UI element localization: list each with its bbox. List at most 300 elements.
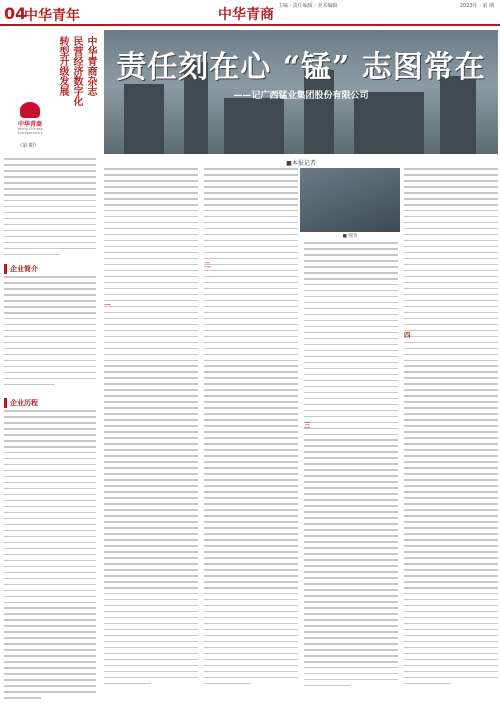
text-line [404,288,498,290]
text-line [304,248,398,250]
text-line [204,288,298,290]
text-line [304,242,398,244]
text-line [304,410,398,412]
text-line [404,563,498,565]
text-line [104,665,198,667]
text-line [304,344,398,346]
text-line [304,499,398,501]
text-line [204,683,251,685]
text-line [404,677,498,679]
text-line [404,569,498,571]
text-line [204,204,298,206]
text-line [304,601,398,603]
text-line [204,653,298,655]
text-line [404,641,498,643]
text-line [404,294,498,296]
text-line [404,276,498,278]
text-line [404,306,498,308]
text-line [404,551,498,553]
text-line [304,643,398,645]
text-line [104,258,198,260]
text-line [304,314,398,316]
text-line [204,246,298,248]
text-line [304,404,398,406]
text-line [204,659,298,661]
text-line [404,174,498,176]
text-line [204,222,298,224]
text-line [404,545,498,547]
text-line [304,457,398,459]
text-line [404,180,498,182]
text-line [304,272,398,274]
sidebar [0,30,100,707]
text-line [104,617,198,619]
text-line [304,553,398,555]
text-line [104,533,198,535]
text-line [404,497,498,499]
text-line [104,653,198,655]
text-line [204,671,298,673]
text-line [104,647,198,649]
text-line [204,413,298,415]
text-line [404,617,498,619]
text-line [404,377,498,379]
text-line [404,449,498,451]
text-line [404,587,498,589]
text-line [104,168,198,170]
text-line [204,539,298,541]
text-line [304,493,398,495]
article-subheading: 二 [204,261,211,269]
text-line [404,336,498,338]
text-line [404,383,498,385]
text-line [204,617,298,619]
text-line [104,186,198,188]
text-line [404,330,498,332]
text-line [304,380,398,382]
series-number: （第 期） [17,143,39,149]
text-line [104,264,198,266]
text-line [104,425,198,427]
text-line [104,210,198,212]
text-line [204,336,298,338]
text-line [104,365,198,367]
text-line [104,515,198,517]
text-line [304,278,398,280]
text-line [204,342,298,344]
masthead [0,0,500,26]
text-line [104,419,198,421]
text-line [304,517,398,519]
text-line [304,451,398,453]
vertical-title-line: 中华青商杂志 [85,36,96,96]
text-line [204,383,298,385]
text-line [104,342,198,344]
text-line [204,587,298,589]
text-line [104,593,198,595]
text-line [204,557,298,559]
text-line [204,455,298,457]
text-line [404,228,498,230]
text-line [404,425,498,427]
text-line [304,637,398,639]
text-line [104,389,198,391]
text-line [104,545,198,547]
text-line [404,354,498,356]
text-line [404,509,498,511]
text-line [304,463,398,465]
text-line [404,389,498,391]
text-line [204,419,298,421]
text-line [304,613,398,615]
text-line [104,677,198,679]
text-line [204,665,298,667]
text-line [404,683,451,685]
text-line [304,655,398,657]
text-line [404,671,498,673]
vertical-title-line: 民营经济数字化 [71,36,82,106]
text-line [404,623,498,625]
text-line [404,204,498,206]
text-line [104,228,198,230]
text-line [104,635,198,637]
text-line [204,264,298,266]
text-line [304,685,351,687]
text-line [104,443,198,445]
text-line [404,647,498,649]
text-line [104,527,198,529]
sidebar-text-block [4,158,96,260]
text-line [404,455,498,457]
text-line [204,324,298,326]
text-line [204,527,298,529]
article-column [204,168,298,700]
article-photo [300,168,400,232]
text-line [204,377,298,379]
text-line [304,529,398,531]
text-line [304,631,398,633]
text-line [304,428,398,430]
text-line [404,653,498,655]
text-line [404,258,498,260]
text-line [304,338,398,340]
text-line [304,392,398,394]
logo-text: 中华青商 [17,121,42,128]
text-line [404,240,498,242]
text-line [404,419,498,421]
photo-caption: ■ 图为 [342,234,358,239]
text-line [104,587,198,589]
text-line [204,563,298,565]
hero-banner [104,30,498,154]
text-line [304,511,398,513]
text-line [204,497,298,499]
text-line [204,425,298,427]
text-line [304,362,398,364]
text-line [104,198,198,200]
text-line [304,326,398,328]
text-line [204,503,298,505]
text-line [204,276,298,278]
text-line [204,485,298,487]
text-line [104,318,198,320]
text-line [104,521,198,523]
text-line [104,324,198,326]
text-line [204,581,298,583]
text-line [404,659,498,661]
text-line [104,294,198,296]
text-line [204,677,298,679]
subheadline: ——记广西锰业集团股份有限公司 [233,91,369,101]
text-line [404,593,498,595]
text-line [304,284,398,286]
text-line [404,605,498,607]
text-line [204,443,298,445]
text-line [104,234,198,236]
text-line [204,216,298,218]
text-line [104,485,198,487]
section-title: 中华青年 [24,8,80,24]
text-line [404,246,498,248]
text-line [304,398,398,400]
text-line [204,641,298,643]
text-line [204,407,298,409]
text-line [404,467,498,469]
text-line [104,473,198,475]
text-line [404,198,498,200]
text-line [104,611,198,613]
article-subheading: 一 [104,301,111,309]
text-line [104,401,198,403]
brand-logo [8,102,52,136]
text-line [104,509,198,511]
editor-credits: 主编 · 责任编辑 · 美术编辑 [278,3,338,9]
text-line [404,581,498,583]
text-line [204,306,298,308]
text-line [204,461,298,463]
text-line [204,629,298,631]
text-line [204,371,298,373]
text-line [404,413,498,415]
text-line [104,491,198,493]
sidebar-text-block [4,410,96,703]
text-line [304,308,398,310]
text-line [404,611,498,613]
vertical-title-line: 转型升级发展 [57,36,68,96]
text-line [104,479,198,481]
text-line [404,407,498,409]
text-line [104,192,198,194]
plant-silhouette [224,98,284,154]
text-line [104,336,198,338]
sidebar-vertical-title [56,36,96,136]
text-line [104,461,198,463]
text-line [304,386,398,388]
text-line [104,539,198,541]
text-line [104,497,198,499]
text-line [304,559,398,561]
text-line [304,356,398,358]
text-line [304,320,398,322]
text-line [204,467,298,469]
text-line [104,407,198,409]
text-line [104,276,198,278]
text-line [204,294,298,296]
text-line [404,312,498,314]
text-line [104,413,198,415]
text-line [204,240,298,242]
text-line [204,647,298,649]
text-line [404,300,498,302]
text-line [404,539,498,541]
text-line [304,523,398,525]
sidebar-section-heading: 企业简介 [4,264,96,274]
text-line [104,330,198,332]
text-line [104,503,198,505]
text-line [404,527,498,529]
text-line [304,541,398,543]
text-line [404,521,498,523]
text-line [204,228,298,230]
text-line [204,174,298,176]
text-line [404,342,498,344]
text-line [104,599,198,601]
text-line [204,348,298,350]
text-line [404,473,498,475]
text-line [304,535,398,537]
page-number: 04 [4,4,27,23]
text-line [104,204,198,206]
text-line [204,192,298,194]
text-line [304,649,398,651]
issue-date: 2023年 · 第 期 [459,3,494,9]
text-line [304,416,398,418]
text-line [104,467,198,469]
text-line [104,174,198,176]
text-line [304,565,398,567]
text-line [304,266,398,268]
text-line [404,479,498,481]
text-line [404,282,498,284]
text-line [404,210,498,212]
text-line [204,360,298,362]
text-line [304,422,398,424]
text-line [304,374,398,376]
logo-subtitle: Young Chinese Entrepreneurs [17,127,43,135]
article-subheading: 四 [404,331,411,339]
text-line [404,252,498,254]
text-line [104,575,198,577]
sidebar-section-heading: 企业历程 [4,398,96,408]
text-line [204,270,298,272]
text-line [104,605,198,607]
text-line [104,563,198,565]
text-line [304,481,398,483]
text-line [404,348,498,350]
text-line [304,469,398,471]
text-line [304,487,398,489]
text-line [104,629,198,631]
text-line [304,589,398,591]
text-line [404,324,498,326]
text-line [304,679,398,681]
text-line [304,607,398,609]
text-line [104,455,198,457]
text-line [204,318,298,320]
text-line [204,258,298,260]
newspaper-title: 中华青商 [218,7,274,23]
text-line [304,434,398,436]
text-line [204,431,298,433]
text-line [404,503,498,505]
text-line [204,300,298,302]
text-line [204,210,298,212]
text-line [404,461,498,463]
text-line [204,593,298,595]
text-line [204,252,298,254]
article-column [104,168,198,700]
text-line [404,629,498,631]
text-line [104,641,198,643]
text-line [404,575,498,577]
text-line [304,577,398,579]
text-line [104,557,198,559]
text-line [304,350,398,352]
text-line [304,661,398,663]
text-line [204,437,298,439]
text-line [404,599,498,601]
text-line [204,575,298,577]
text-line [204,515,298,517]
text-line [104,222,198,224]
text-line [304,260,398,262]
headline: 责任刻在心 “锰” 志图常在 [116,50,486,85]
text-line [204,611,298,613]
text-line [404,234,498,236]
text-line [404,371,498,373]
logo-mark-icon [20,102,40,118]
text-line [304,475,398,477]
text-line [204,491,298,493]
text-line [204,569,298,571]
text-line [404,192,498,194]
text-line [104,431,198,433]
text-line [204,198,298,200]
text-line [104,348,198,350]
text-line [404,443,498,445]
text-line [204,533,298,535]
text-line [104,659,198,661]
text-line [404,533,498,535]
text-line [104,569,198,571]
text-line [404,491,498,493]
text-line [304,667,398,669]
text-line [404,168,498,170]
text-line [404,437,498,439]
text-line [104,683,151,685]
text-line [404,365,498,367]
text-line [104,371,198,373]
text-line [104,282,198,284]
text-line [304,445,398,447]
text-line [404,216,498,218]
text-line [204,168,298,170]
text-line [304,673,398,675]
text-line [404,431,498,433]
text-line [304,296,398,298]
text-line [204,389,298,391]
text-line [104,180,198,182]
